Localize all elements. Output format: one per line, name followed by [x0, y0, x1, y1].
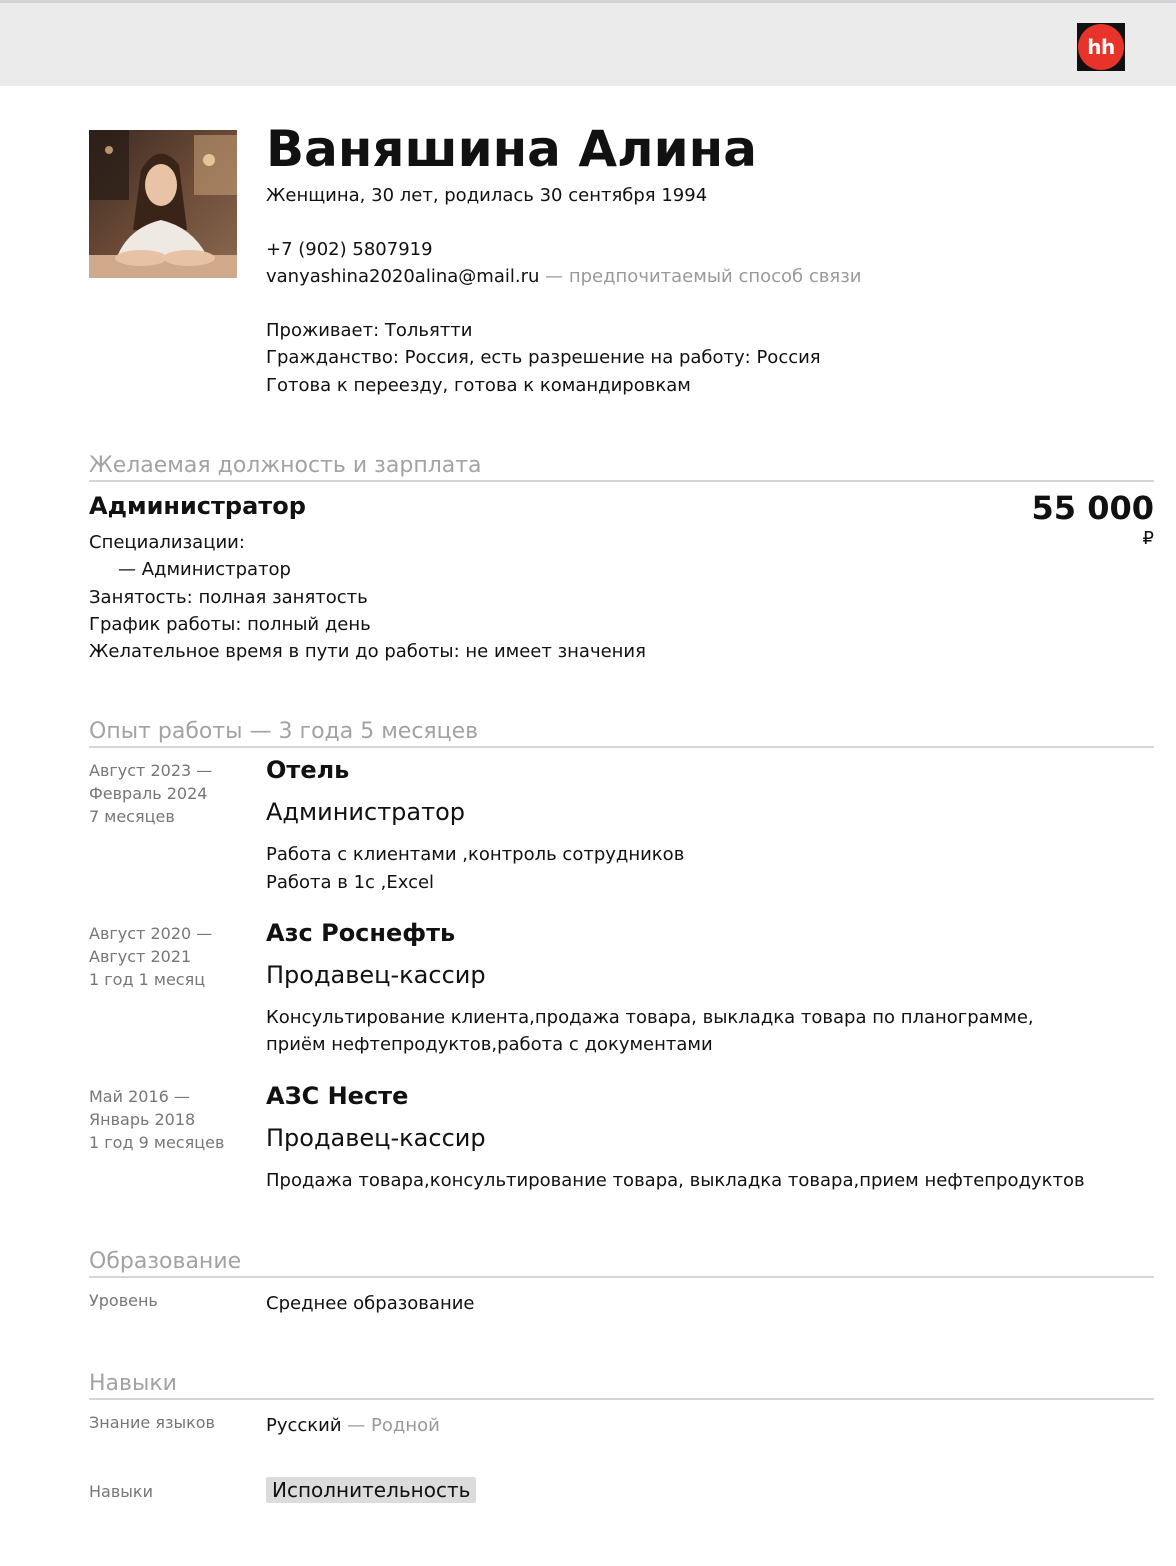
commute-time: Желательное время в пути до работы: не имеет значения: [89, 641, 646, 662]
job-period-start: Август 2023 —: [89, 761, 213, 780]
job-period-end: Август 2021: [89, 947, 192, 966]
job-company: Азс Роснефть: [266, 919, 456, 947]
section-title-position: Желаемая должность и зарплата: [89, 452, 1154, 482]
profile-photo: [89, 130, 237, 278]
education-level-value: Среднее образование: [266, 1293, 475, 1314]
job-period-end: Февраль 2024: [89, 784, 208, 803]
currency-symbol: ₽: [1142, 528, 1154, 549]
job-period-start: Май 2016 —: [89, 1087, 190, 1106]
specializations-label: Специализации:: [89, 532, 245, 553]
relocation: Готова к переезду, готова к командировкам: [266, 375, 691, 396]
job-period-end: Январь 2018: [89, 1110, 196, 1129]
language-line: [266, 1414, 440, 1438]
skill-tag: Исполнительность: [266, 1477, 476, 1503]
salary-amount: 55 000: [1031, 489, 1154, 527]
work-schedule: График работы: полный день: [89, 614, 371, 635]
job-description: Работа в 1с ,Excel: [266, 872, 435, 893]
job-company: Отель: [266, 756, 350, 784]
job-description: приём нефтепродуктов,работа с документами: [266, 1034, 713, 1055]
job-role: Администратор: [266, 798, 466, 826]
profile-photo-image: [89, 130, 237, 278]
job-company: АЗС Несте: [266, 1082, 409, 1110]
languages-label: Знание языков: [89, 1413, 215, 1432]
job-duration: 1 год 1 месяц: [89, 970, 206, 989]
language-name: Русский: [266, 1415, 342, 1436]
language-level: — Родной: [341, 1415, 440, 1436]
top-bar: [0, 0, 1176, 86]
job-description: Консультирование клиента,продажа товара, выкладка товара по планограмме,: [266, 1007, 1034, 1028]
hh-logo-text: hh: [1078, 24, 1124, 70]
person-info: Женщина, 30 лет, родилась 30 сентября 1994: [266, 185, 708, 206]
section-title-skills: Навыки: [89, 1370, 1154, 1400]
education-level-label: Уровень: [89, 1291, 158, 1310]
position-title: Администратор: [89, 492, 306, 520]
hh-logo-icon[interactable]: [1077, 23, 1125, 71]
section-title-education: Образование: [89, 1248, 1154, 1278]
residence: Проживает: Тольятти: [266, 320, 473, 341]
email-note: — предпочитаемый способ связи: [539, 266, 862, 287]
job-description: Продажа товара,консультирование товара, выкладка товара,прием нефтепродуктов: [266, 1170, 1085, 1191]
job-duration: 7 месяцев: [89, 807, 175, 826]
email-line: [266, 265, 861, 289]
email-link[interactable]: vanyashina2020alina@mail.ru: [266, 266, 540, 287]
skills-label: Навыки: [89, 1482, 153, 1501]
job-role: Продавец-кассир: [266, 961, 486, 989]
job-period-start: Август 2020 —: [89, 924, 213, 943]
job-role: Продавец-кассир: [266, 1124, 486, 1152]
employment-type: Занятость: полная занятость: [89, 587, 368, 608]
citizenship: Гражданство: Россия, есть разрешение на работу: Россия: [266, 347, 821, 368]
phone-number[interactable]: +7 (902) 5807919: [266, 239, 433, 260]
person-name: Ваняшина Алина: [266, 120, 757, 178]
job-description: Работа с клиентами ,контроль сотрудников: [266, 844, 685, 865]
section-title-experience: Опыт работы — 3 года 5 месяцев: [89, 718, 1154, 748]
job-duration: 1 год 9 месяцев: [89, 1133, 225, 1152]
specialization-item: — Администратор: [118, 559, 291, 580]
